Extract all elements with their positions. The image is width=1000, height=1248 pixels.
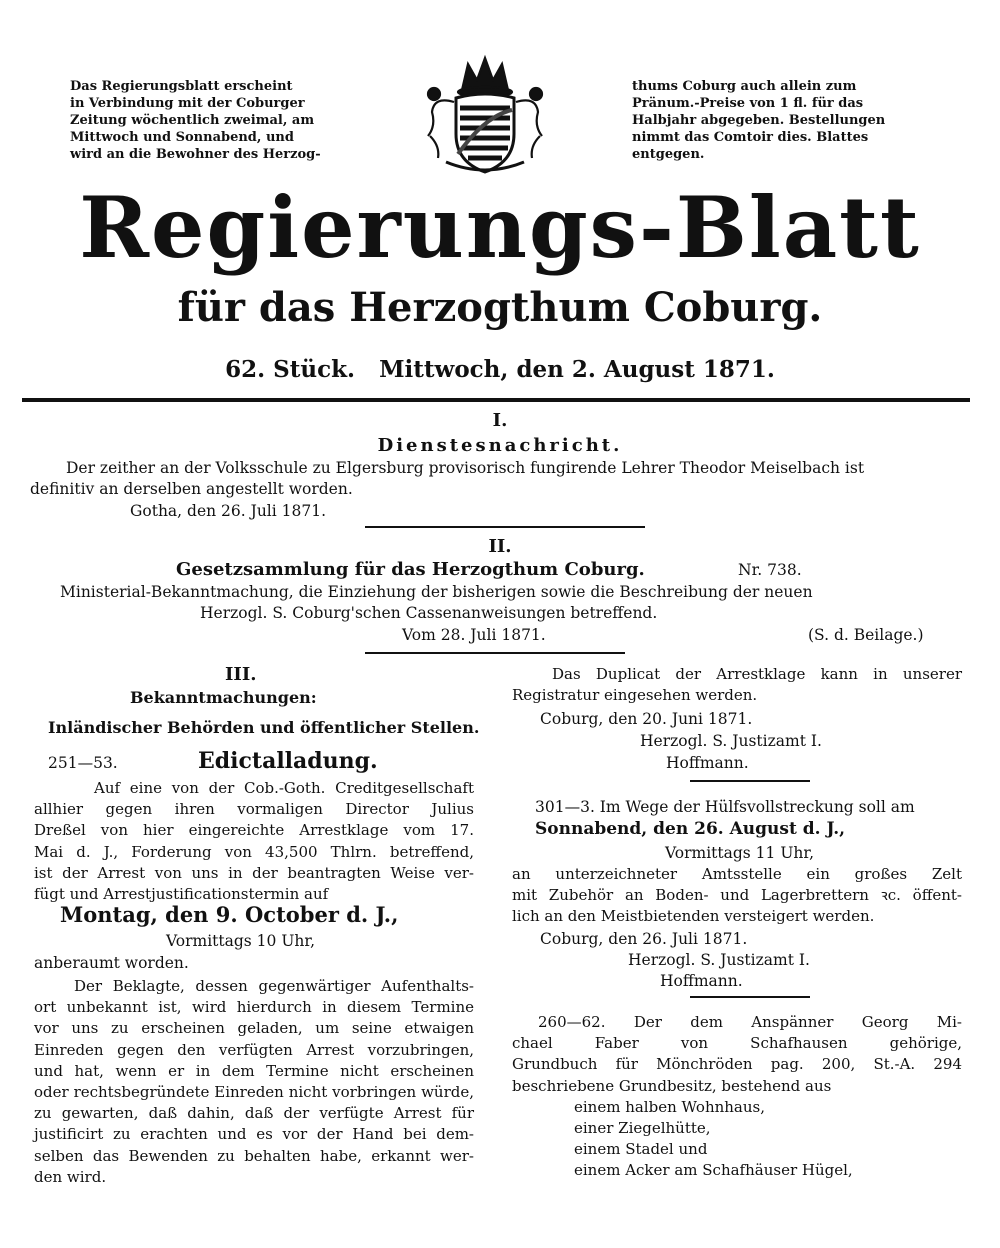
- edict-line: ort unbekannt ist, wird hierdurch in diesem Termine: [34, 998, 474, 1017]
- auction-line: mit Zubehör an Boden- und Lagerbrettern ꝛc. öffent-: [512, 886, 962, 905]
- section-heading: Bekanntmachungen:: [130, 688, 317, 707]
- duplicate-place-date: Coburg, den 20. Juni 1871.: [540, 710, 753, 728]
- estate-line: beschriebene Grundbesitz, bestehend aus: [512, 1076, 832, 1095]
- section1-line: definitiv an derselben angestellt worden.: [30, 480, 353, 498]
- duplicate-line: Registratur eingesehen werden.: [512, 686, 758, 705]
- auction-signer: Hoffmann.: [660, 972, 743, 990]
- section2-line: Ministerial-Bekanntmachung, die Einziehung der bisherigen sowie die Beschreibung der neuen: [60, 583, 813, 601]
- section2-line: Herzogl. S. Coburg'schen Cassenanweisungen betreffend.: [200, 604, 658, 622]
- divider: [365, 652, 625, 654]
- section-heading: Dienstesnachricht.: [377, 435, 623, 456]
- newspaper-title: Regierungs-Blatt: [79, 178, 921, 277]
- auction-time: Vormittags 11 Uhr,: [665, 844, 814, 862]
- note-right-line: Halbjahr abgegeben. Bestellungen: [632, 113, 886, 128]
- auction-lead: 301—3. Im Wege der Hülfsvollstreckung soll am: [535, 798, 915, 816]
- estate-line: 260—62. Der dem Anspänner Georg Mi-: [538, 1013, 962, 1031]
- note-right-line: Pränum.-Preise von 1 fl. für das: [632, 96, 864, 111]
- edict-line: fügt und Arrestjustificationstermin auf: [34, 885, 329, 904]
- section1-line: Der zeither an der Volksschule zu Elgersburg provisorisch fungirende Lehrer Theodor Meiselbach ist: [66, 459, 865, 477]
- edict-hearing-date: Montag, den 9. October d. J.,: [60, 902, 399, 927]
- edict-line: Dreßel von hier eingereichte Arrestklage vom 17.: [34, 821, 474, 840]
- note-left-line: Das Regierungsblatt erscheint: [70, 79, 293, 94]
- edict-line: selben das Bewenden zu behalten habe, erkannt wer-: [34, 1146, 474, 1165]
- auction-line: an unterzeichneter Amtsstelle ein großes Zelt: [512, 865, 962, 883]
- duplicate-line: Das Duplicat der Arrestklage kann in unserer: [552, 665, 962, 683]
- masthead-rule: [22, 398, 970, 402]
- edict-line: vor uns zu erscheinen geladen, um seine etwaigen: [34, 1019, 474, 1038]
- edict-line: Mai d. J., Forderung von 43,500 Thlrn. betreffend,: [34, 842, 474, 861]
- divider: [690, 996, 810, 998]
- note-left-line: wird an die Bewohner des Herzog-: [70, 147, 321, 162]
- section-subheading: Inländischer Behörden und öffentlicher Stellen.: [48, 718, 480, 737]
- edict-hearing-time: Vormittags 10 Uhr,: [166, 932, 315, 950]
- edict-line: oder rechtsbegründete Einreden nicht vorbringen würde,: [34, 1083, 474, 1102]
- edict-line: Einreden gegen den verfügten Arrest vorzubringen,: [34, 1040, 474, 1059]
- auction-place-date: Coburg, den 26. Juli 1871.: [540, 930, 748, 948]
- issue-number: 62. Stück.: [225, 356, 356, 383]
- estate-item: einem Stadel und: [574, 1140, 708, 1159]
- duplicate-signer: Hoffmann.: [666, 754, 749, 772]
- estate-line: chael Faber von Schafhausen gehörige,: [512, 1034, 962, 1053]
- masthead-note-left: [70, 78, 342, 163]
- estate-item: einer Ziegelhütte,: [574, 1119, 711, 1138]
- estate-item: einem Acker am Schafhäuser Hügel,: [574, 1161, 853, 1180]
- section2-date: Vom 28. Juli 1871.: [402, 626, 546, 644]
- edict-line: ist der Arrest von uns in der beantragten Weise ver-: [34, 863, 474, 882]
- section2-note: (S. d. Beilage.): [808, 626, 924, 644]
- section-number: I.: [492, 410, 508, 431]
- section2-nr: Nr. 738.: [738, 561, 802, 579]
- auction-office: Herzogl. S. Justizamt I.: [628, 951, 810, 969]
- edict-text-2: [34, 976, 474, 1188]
- edict-number: 251—53.: [48, 754, 118, 772]
- issue-date: den 2. August 1871.: [516, 356, 775, 383]
- issue-line: [0, 355, 1000, 385]
- edict-set: anberaumt worden.: [34, 954, 189, 972]
- note-left-line: in Verbindung mit der Coburger: [70, 96, 305, 111]
- edict-line: zu gewarten, daß dahin, daß der verfügte Arrest für: [34, 1104, 474, 1123]
- note-left-line: Zeitung wöchentlich zweimal, am: [70, 113, 315, 128]
- edict-title: Edictalladung.: [198, 748, 378, 774]
- estate-line: Grundbuch für Mönchröden pag. 200, St.-A. 294: [512, 1055, 962, 1074]
- divider: [690, 780, 810, 782]
- section-heading: Gesetzsammlung für das Herzogthum Coburg.: [176, 559, 645, 580]
- duplicate-notice: [512, 664, 962, 706]
- duplicate-office: Herzogl. S. Justizamt I.: [640, 732, 822, 750]
- section-number: II.: [488, 536, 512, 557]
- edict-line: justificirt zu erachten und es vor der Hand bei dem-: [34, 1125, 474, 1144]
- ducal-coat-of-arms-emblem: [420, 50, 550, 180]
- note-right-line: thums Coburg auch allein zum: [632, 79, 857, 94]
- section1-place-date: Gotha, den 26. Juli 1871.: [130, 502, 327, 520]
- edict-line: und hat, wenn er in dem Termine nicht erscheinen: [34, 1061, 474, 1080]
- edict-line: Der Beklagte, dessen gegenwärtiger Aufenthalts-: [74, 977, 474, 995]
- auction-text: [512, 864, 962, 928]
- note-right-line: nimmt das Comtoir dies. Blattes: [632, 130, 869, 145]
- note-right-line: entgegen.: [632, 147, 705, 162]
- issue-weekday: Mittwoch,: [379, 356, 509, 383]
- section-number: III.: [225, 664, 257, 685]
- estate-text: [512, 1012, 962, 1182]
- auction-date: Sonnabend, den 26. August d. J.,: [535, 819, 846, 839]
- edict-line: den wird.: [34, 1167, 107, 1186]
- edict-line: allhier gegen ihren vormaligen Director Julius: [34, 800, 474, 819]
- newspaper-subtitle: für das Herzogthum Coburg.: [177, 284, 823, 331]
- note-left-line: Mittwoch und Sonnabend, und: [70, 130, 294, 145]
- masthead-note-right: [632, 78, 914, 163]
- edict-line: Auf eine von der Cob.-Goth. Creditgesellschaft: [94, 779, 474, 797]
- divider: [365, 526, 645, 528]
- estate-item: einem halben Wohnhaus,: [574, 1097, 765, 1116]
- auction-line: lich an den Meistbietenden versteigert werden.: [512, 907, 875, 926]
- edict-text: [34, 778, 474, 905]
